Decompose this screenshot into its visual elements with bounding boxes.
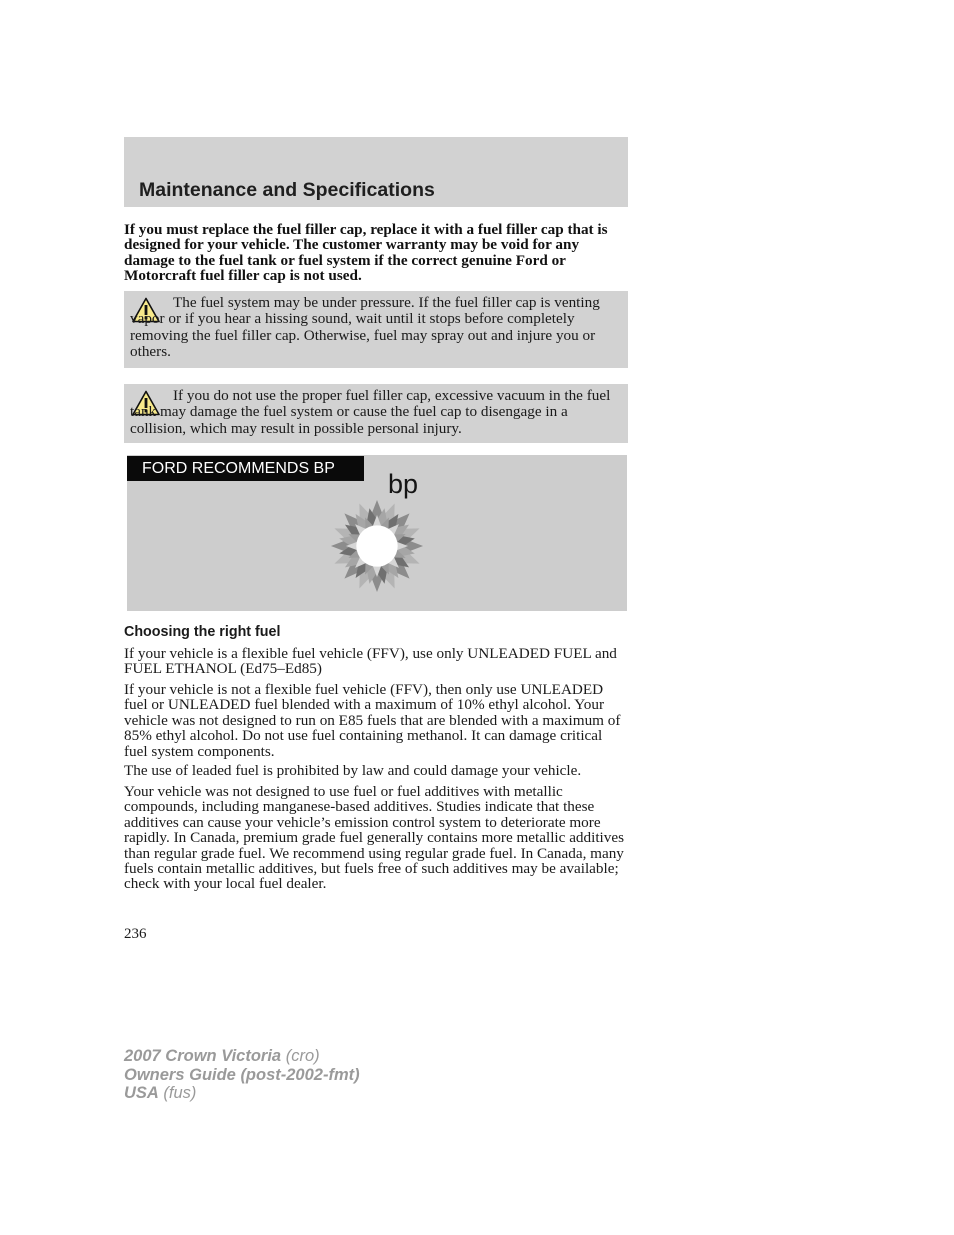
body-paragraph: The use of leaded fuel is prohibited by law and could damage your vehicle.: [124, 762, 582, 779]
footer-model-code: (cro): [281, 1047, 320, 1065]
warning-box-pressure: [124, 291, 628, 368]
body-paragraph: If your vehicle is a flexible fuel vehicle (FFV), use only UNLEADED FUEL and FUEL ETHANOL (Ed75–Ed85): [124, 645, 617, 678]
body-paragraph: If your vehicle is not a flexible fuel vehicle (FFV), then only use UNLEADED fuel or UNLEADED fuel blended with a maximum of 10% ethyl alcohol. Your vehicle was not designed to run on E85 fuels that are blended with a maximum of 85% ethyl alcohol. Do not use fuel containing methanol. It can damage critical fuel system components.: [124, 681, 621, 760]
footer-market: USA: [124, 1084, 159, 1102]
footer-market-code: (fus): [158, 1084, 197, 1102]
document-footer: [124, 1047, 360, 1103]
fuel-cap-notice: If you must replace the fuel filler cap, replace it with a fuel filler cap that is designed for your vehicle. The customer warranty may be void for any damage to the fuel tank or fuel system if the correct genuine Ford or Motorcraft fuel filler cap is not used.: [124, 221, 608, 285]
bp-helios-sun-icon: [330, 499, 424, 593]
page-number: 236: [124, 926, 147, 942]
body-paragraph: Your vehicle was not designed to use fuel or fuel additives with metallic compounds, including manganese-based additives. Studies indicate that these additives can cause your vehicle’s emission control system to deteriorate more rapidly. In Canada, premium grade fuel generally contains more metallic additives than regular grade fuel. We recommend using regular grade fuel. In Canada, many fuels contain metallic additives, but fuels free of such additives may be available; check with your local fuel dealer.: [124, 783, 625, 893]
bp-sun-center: [356, 525, 397, 566]
section-heading: Choosing the right fuel: [124, 624, 281, 640]
section-header-band: [124, 137, 628, 207]
bp-logo-text: bp: [388, 469, 419, 499]
footer-model: 2007 Crown Victoria: [124, 1047, 282, 1065]
warning-text: The fuel system may be under pressure. If the fuel filler cap is venting vapor or if you hear a hissing sound, wait until it stops before completely removing the fuel filler cap. Otherwise, fuel may spray out and injure you or others.: [130, 294, 600, 360]
footer-guide: Owners Guide (post-2002-fmt): [124, 1065, 360, 1084]
bp-recommendation-panel: [127, 455, 627, 611]
warning-box-vacuum: [124, 384, 628, 443]
page-title: Maintenance and Specifications: [139, 179, 435, 201]
warning-text: If you do not use the proper fuel filler cap, excessive vacuum in the fuel tank may damage the fuel system or cause the fuel cap to disengage in a collision, which may result in possible personal injury.: [130, 387, 611, 437]
bp-recommendation-label: FORD RECOMMENDS BP: [127, 456, 364, 481]
